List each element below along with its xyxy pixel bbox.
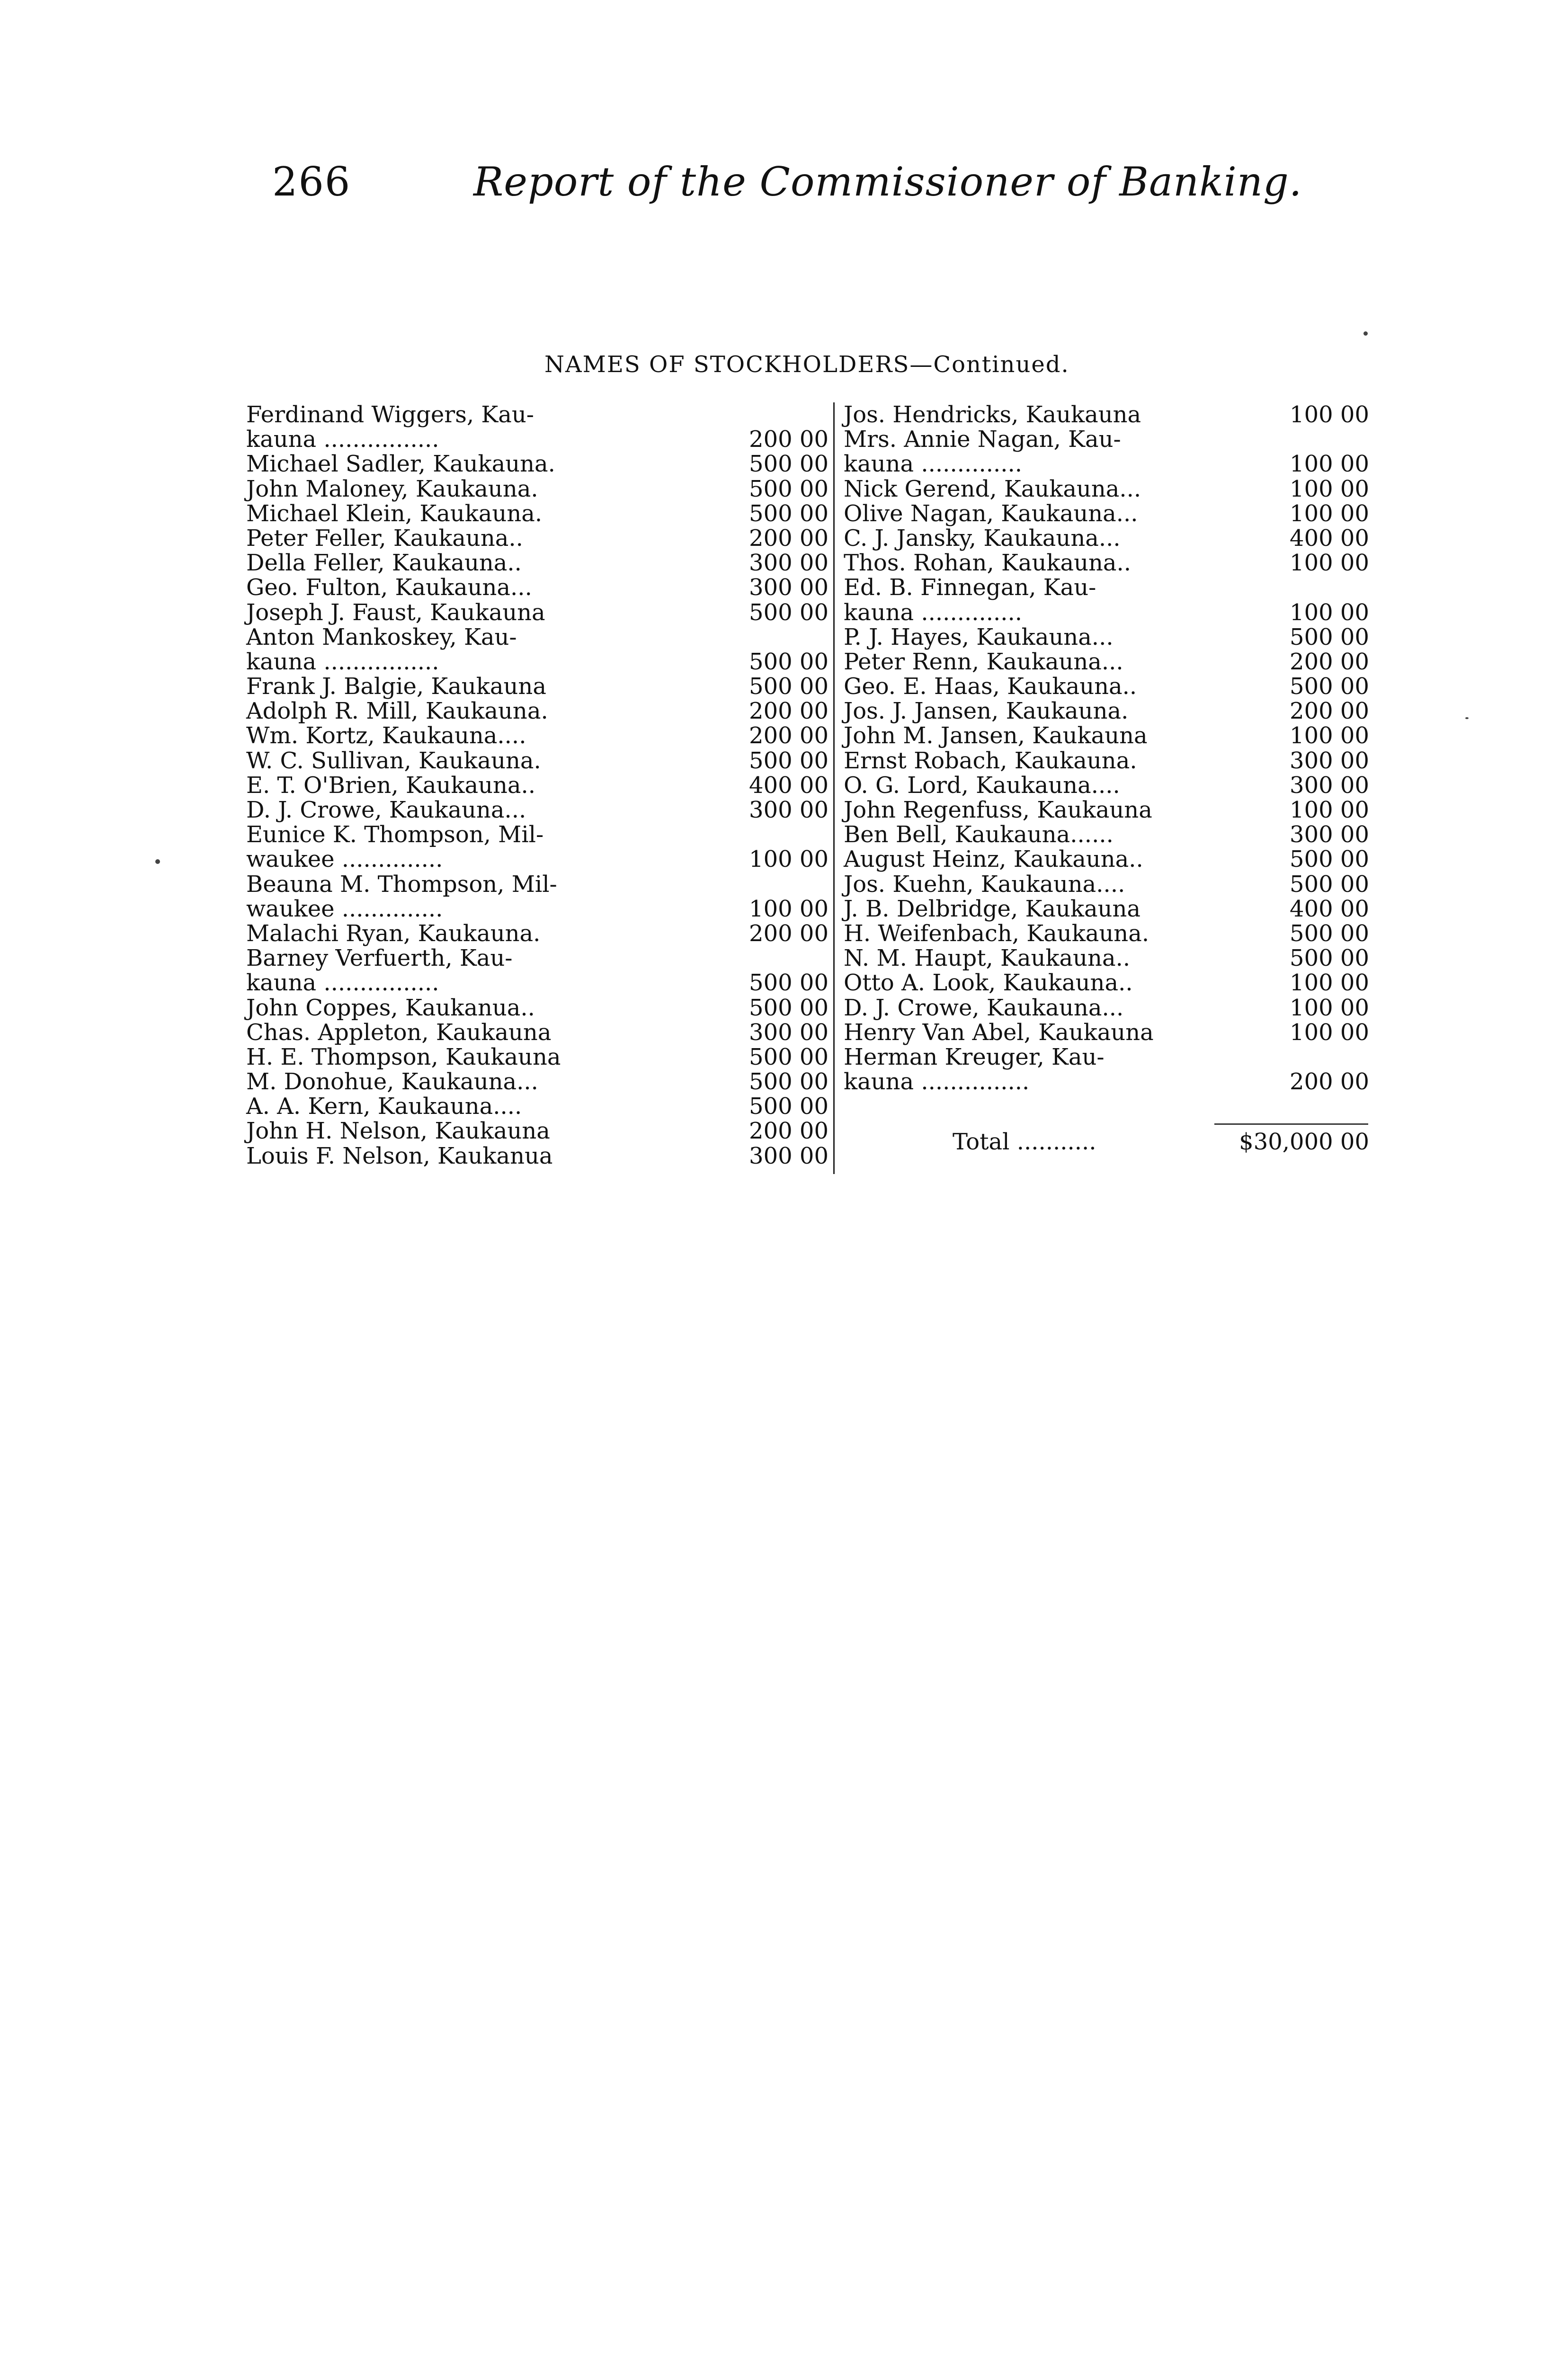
stockholder-row: [246, 748, 829, 773]
stockholder-name: D. J. Crowe, Kaukauna...: [844, 994, 1124, 1021]
stockholder-name: kauna ..............: [844, 451, 1023, 478]
stockholder-name: Jos. Hendricks, Kaukauna: [844, 401, 1141, 428]
stockholder-row: [844, 477, 1369, 501]
stockholder-row: [844, 501, 1369, 526]
stockholder-row: [246, 402, 829, 427]
stockholder-amount: 500 00: [749, 599, 829, 626]
stockholder-amount: 100 00: [1290, 451, 1369, 478]
stockholder-name: Geo. E. Haas, Kaukauna..: [844, 673, 1137, 700]
stockholder-amount: 100 00: [1290, 970, 1369, 997]
stockholder-name: kauna ................: [246, 970, 439, 997]
stockholder-name: Mrs. Annie Nagan, Kau-: [844, 426, 1121, 453]
stockholder-amount: 200 00: [749, 1118, 829, 1145]
stockholder-row: [246, 551, 829, 575]
stockholder-row: [246, 723, 829, 748]
stockholder-name: Ferdinand Wiggers, Kau-: [246, 401, 534, 428]
stockholder-name: O. G. Lord, Kaukauna....: [844, 772, 1120, 799]
stockholder-amount: 300 00: [749, 1019, 829, 1046]
stockholder-name: Otto A. Look, Kaukauna..: [844, 970, 1133, 997]
stockholder-row: [844, 748, 1369, 773]
stockholder-name: H. E. Thompson, Kaukauna: [246, 1043, 561, 1070]
stockholder-amount: 400 00: [1290, 525, 1369, 552]
stockholder-name: Beauna M. Thompson, Mil-: [246, 871, 557, 898]
stockholder-name: John H. Nelson, Kaukauna: [246, 1118, 550, 1145]
stockholder-amount: 200 00: [1290, 698, 1369, 725]
stockholder-row: [844, 946, 1369, 970]
stockholder-name: Jos. Kuehn, Kaukauna....: [844, 871, 1125, 898]
stockholder-amount: 100 00: [1290, 797, 1369, 823]
stockholder-amount: 500 00: [749, 500, 829, 527]
stockholder-row: [246, 650, 829, 674]
stockholder-amount: 500 00: [1290, 871, 1369, 898]
stockholder-row: [246, 847, 829, 872]
stockholder-name: Wm. Kortz, Kaukauna....: [246, 722, 526, 749]
stockholder-row: [844, 427, 1369, 452]
stockholder-amount: 100 00: [749, 846, 829, 873]
stockholder-row: [246, 1020, 829, 1045]
stockholder-name: kauna ..............: [844, 599, 1023, 626]
stockholder-amount: 500 00: [749, 475, 829, 502]
stockholder-row: [844, 625, 1369, 650]
column-divider: [833, 402, 835, 1174]
stockholder-amount: 500 00: [749, 994, 829, 1021]
stockholders-left-column: [246, 402, 829, 1168]
stockholder-amount: 500 00: [749, 451, 829, 478]
stockholder-name: Chas. Appleton, Kaukauna: [246, 1019, 552, 1046]
stockholder-name: John M. Jansen, Kaukauna: [844, 722, 1148, 749]
stockholder-name: Malachi Ryan, Kaukauna.: [246, 920, 541, 947]
stockholder-name: A. A. Kern, Kaukauna....: [246, 1093, 522, 1120]
stockholder-name: Joseph J. Faust, Kaukauna: [246, 599, 545, 626]
stockholder-row: [844, 600, 1369, 625]
total-label: Total ...........: [953, 1129, 1096, 1155]
stockholder-name: E. T. O'Brien, Kaukauna..: [246, 772, 536, 799]
stockholder-row: [246, 501, 829, 526]
stockholder-row: [844, 970, 1369, 995]
stockholder-name: Michael Klein, Kaukauna.: [246, 500, 543, 527]
stockholder-row: [844, 921, 1369, 946]
stockholder-name: Olive Nagan, Kaukauna...: [844, 500, 1138, 527]
stockholder-name: waukee ..............: [246, 895, 443, 922]
stockholder-name: Della Feller, Kaukauna..: [246, 550, 522, 577]
stockholder-name: kauna ................: [246, 648, 439, 675]
stockholder-amount: 300 00: [749, 1142, 829, 1169]
total-row: [844, 1129, 1369, 1153]
stockholder-name: Adolph R. Mill, Kaukauna.: [246, 698, 548, 725]
stockholder-amount: 100 00: [1290, 599, 1369, 626]
stockholder-row: [844, 872, 1369, 897]
stockholder-name: John Regenfuss, Kaukauna: [844, 797, 1152, 823]
stockholder-amount: 100 00: [1290, 401, 1369, 428]
stockholder-row: [246, 1069, 829, 1094]
stockholder-row: [844, 526, 1369, 551]
print-speck: [155, 859, 160, 864]
stockholder-amount: 200 00: [749, 525, 829, 552]
stockholder-row: [844, 551, 1369, 575]
stockholder-amount: 500 00: [749, 747, 829, 774]
stockholder-amount: 300 00: [749, 797, 829, 823]
stockholder-amount: 200 00: [1290, 1068, 1369, 1095]
stockholder-amount: 100 00: [1290, 994, 1369, 1021]
stockholder-amount: 500 00: [1290, 945, 1369, 972]
stockholder-name: J. B. Delbridge, Kaukauna: [844, 895, 1140, 922]
stockholder-name: Barney Verfuerth, Kau-: [246, 945, 513, 972]
stockholder-row: [844, 575, 1369, 600]
stockholder-name: P. J. Hayes, Kaukauna...: [844, 623, 1114, 650]
stockholder-row: [246, 872, 829, 897]
print-speck: [1465, 717, 1469, 719]
stockholder-name: John Maloney, Kaukauna.: [246, 475, 538, 502]
stockholder-row: [246, 996, 829, 1020]
stockholder-row: [246, 1119, 829, 1143]
stockholder-amount: 300 00: [1290, 821, 1369, 848]
total-amount: $30,000 00: [1239, 1129, 1369, 1155]
stockholder-amount: 200 00: [749, 920, 829, 947]
stockholder-name: Herman Kreuger, Kau-: [844, 1043, 1105, 1070]
stockholder-amount: 500 00: [1290, 673, 1369, 700]
stockholder-name: Henry Van Abel, Kaukauna: [844, 1019, 1154, 1046]
stockholder-name: H. Weifenbach, Kaukauna.: [844, 920, 1149, 947]
stockholder-name: C. J. Jansky, Kaukauna...: [844, 525, 1121, 552]
stockholder-amount: 500 00: [749, 648, 829, 675]
page-number: 266: [272, 159, 351, 205]
stockholder-amount: 500 00: [1290, 846, 1369, 873]
stockholder-row: [246, 970, 829, 995]
stockholder-row: [844, 798, 1369, 822]
stockholder-row: [246, 946, 829, 970]
stockholder-row: [246, 798, 829, 822]
stockholder-amount: 500 00: [749, 1043, 829, 1070]
stockholder-row: [844, 847, 1369, 872]
stockholder-amount: 500 00: [1290, 920, 1369, 947]
stockholder-row: [844, 699, 1369, 723]
stockholder-row: [246, 773, 829, 798]
stockholder-amount: 200 00: [749, 698, 829, 725]
stockholder-amount: 500 00: [749, 1068, 829, 1095]
stockholder-amount: 200 00: [749, 722, 829, 749]
stockholder-name: Ed. B. Finnegan, Kau-: [844, 574, 1096, 601]
stockholder-name: M. Donohue, Kaukauna...: [246, 1068, 538, 1095]
stockholder-row: [246, 699, 829, 723]
stockholder-amount: 200 00: [1290, 648, 1369, 675]
stockholder-name: Geo. Fulton, Kaukauna...: [246, 574, 532, 601]
stockholder-amount: 100 00: [1290, 500, 1369, 527]
stockholder-amount: 100 00: [1290, 550, 1369, 577]
stockholder-amount: 500 00: [749, 970, 829, 997]
stockholder-name: Ben Bell, Kaukauna......: [844, 821, 1114, 848]
stockholder-name: August Heinz, Kaukauna..: [844, 846, 1143, 873]
stockholder-name: Nick Gerend, Kaukauna...: [844, 475, 1141, 502]
stockholder-name: kauna ...............: [844, 1068, 1030, 1095]
stockholder-amount: 500 00: [749, 673, 829, 700]
stockholder-amount: 300 00: [749, 574, 829, 601]
stockholder-amount: 100 00: [749, 895, 829, 922]
print-speck: [1363, 331, 1368, 336]
stockholder-name: Jos. J. Jansen, Kaukauna.: [844, 698, 1129, 725]
stockholder-row: [844, 402, 1369, 427]
stockholder-row: [246, 1094, 829, 1119]
stockholder-row: [246, 921, 829, 946]
stockholder-name: John Coppes, Kaukanua..: [246, 994, 535, 1021]
stockholder-amount: 500 00: [749, 1093, 829, 1120]
stockholder-row: [246, 674, 829, 699]
stockholder-row: [844, 650, 1369, 674]
stockholder-row: [844, 723, 1369, 748]
stockholder-name: Frank J. Balgie, Kaukauna: [246, 673, 546, 700]
stockholder-row: [844, 1045, 1369, 1069]
stockholder-amount: 100 00: [1290, 1019, 1369, 1046]
stockholder-row: [246, 822, 829, 847]
stockholder-name: Ernst Robach, Kaukauna.: [844, 747, 1137, 774]
stockholder-row: [844, 773, 1369, 798]
stockholder-row: [844, 822, 1369, 847]
stockholder-name: Peter Renn, Kaukauna...: [844, 648, 1123, 675]
stockholders-right-column: [844, 402, 1369, 1094]
stockholder-name: Michael Sadler, Kaukauna.: [246, 451, 555, 478]
stockholder-amount: 300 00: [1290, 772, 1369, 799]
total-rule: [1214, 1123, 1368, 1125]
stockholder-name: D. J. Crowe, Kaukauna...: [246, 797, 526, 823]
stockholder-row: [246, 427, 829, 452]
stockholder-name: waukee ..............: [246, 846, 443, 873]
stockholder-row: [246, 477, 829, 501]
stockholder-amount: 400 00: [749, 772, 829, 799]
stockholder-row: [246, 1144, 829, 1168]
stockholder-amount: 200 00: [749, 426, 829, 453]
stockholder-row: [246, 1045, 829, 1069]
stockholder-row: [844, 996, 1369, 1020]
stockholder-row: [246, 526, 829, 551]
stockholder-row: [844, 674, 1369, 699]
stockholder-name: Eunice K. Thompson, Mil-: [246, 821, 544, 848]
stockholder-name: Peter Feller, Kaukauna..: [246, 525, 523, 552]
stockholder-amount: 100 00: [1290, 475, 1369, 502]
stockholder-row: [844, 1020, 1369, 1045]
stockholder-row: [844, 452, 1369, 476]
stockholder-name: Thos. Rohan, Kaukauna..: [844, 550, 1131, 577]
stockholder-row: [246, 625, 829, 650]
stockholder-amount: 500 00: [1290, 623, 1369, 650]
stockholder-name: Anton Mankoskey, Kau-: [246, 623, 517, 650]
stockholder-name: N. M. Haupt, Kaukauna..: [844, 945, 1131, 972]
stockholder-amount: 300 00: [1290, 747, 1369, 774]
stockholder-amount: 400 00: [1290, 895, 1369, 922]
stockholder-row: [844, 1069, 1369, 1094]
section-heading: NAMES OF STOCKHOLDERS—Continued.: [544, 351, 1069, 378]
stockholder-row: [246, 600, 829, 625]
running-head: Report of the Commissioner of Banking.: [473, 159, 1302, 205]
stockholder-name: kauna ................: [246, 426, 439, 453]
stockholder-row: [246, 897, 829, 921]
stockholder-row: [844, 897, 1369, 921]
stockholder-row: [246, 452, 829, 476]
stockholder-row: [246, 575, 829, 600]
stockholder-name: Louis F. Nelson, Kaukanua: [246, 1142, 553, 1169]
stockholder-amount: 100 00: [1290, 722, 1369, 749]
stockholder-amount: 300 00: [749, 550, 829, 577]
stockholder-name: W. C. Sullivan, Kaukauna.: [246, 747, 541, 774]
